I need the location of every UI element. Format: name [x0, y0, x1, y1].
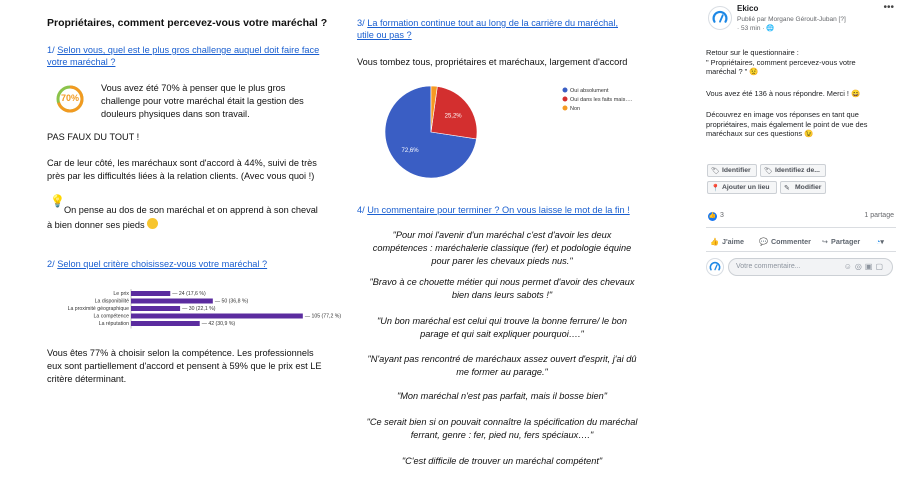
legend-label: Oui dans les faits mais…. — [570, 97, 633, 103]
training-pie-chart — [379, 82, 659, 182]
ekico-logo-icon — [709, 7, 731, 29]
pie-slice-label: 25,2% — [444, 113, 462, 120]
share-count[interactable]: 1 partage — [864, 212, 894, 219]
bar-value-label: — 24 (17,6 %) — [172, 291, 206, 297]
comment-button[interactable]: 💬 Commenter — [759, 237, 811, 246]
bar-value-label: — 30 (22,1 %) — [182, 306, 216, 312]
chevron-down-icon: ▾ — [880, 237, 884, 246]
comment-tools[interactable] — [844, 262, 886, 271]
tag-icon: 🏷 — [764, 168, 773, 175]
ekico-logo-icon: ◔ — [876, 237, 881, 246]
page-avatar[interactable] — [708, 6, 732, 30]
legend-marker — [563, 106, 568, 111]
bar-category-label: La proximité géographique — [67, 306, 129, 312]
bar — [131, 299, 213, 304]
bar — [131, 314, 303, 319]
quote-7: "C'est difficile de trouver un maréchal compétent" — [401, 456, 603, 466]
bar-value-label: — 42 (30,9 %) — [201, 321, 236, 327]
divider — [706, 251, 896, 252]
like-reaction-icon[interactable]: 👍 — [708, 213, 717, 219]
paragraph-competence: Vous êtes 77% à choisir selon la compétence. Les professionnels eux sont partiellement d'accord et pensent à 59% que le prix est LE critère déterminant. — [47, 348, 322, 384]
post-menu-icon[interactable]: ••• — [883, 2, 894, 13]
document-title: Propriétaires, comment percevez-vous votre maréchal ? — [47, 17, 328, 29]
post-text-thanks: Vous avez été 136 à nous répondre. Merci ! 😄 — [706, 89, 861, 98]
location-pin-icon: 📍 — [711, 185, 720, 192]
page-name[interactable]: Ekico — [737, 4, 759, 13]
legend-label: Oui absolument — [570, 88, 609, 94]
question-4-link[interactable]: 4/ Un commentaire pour terminer ? On vous laisse le mot de la fin ! — [357, 205, 630, 215]
comment-icon: 💬 — [759, 237, 768, 246]
bar — [131, 291, 170, 296]
ekico-logo-icon — [707, 259, 723, 275]
paragraph-pieds: à bien donner ses pieds — [47, 218, 167, 232]
question-3-link[interactable]: 3/ La formation continue tout au long de la carrière du maréchal, utile ou pas ? — [357, 18, 618, 40]
comment-placeholder: Votre commentaire... — [736, 263, 801, 270]
quote-4: "N'ayant pas rencontré de maréchaux assez ouvert d'esprit, j'ai dû me former au parage." — [367, 354, 637, 377]
smiley-icon — [147, 218, 158, 229]
bar-value-label: — 50 (36,8 %) — [214, 298, 249, 305]
quote-5: "Mon maréchal n'est pas parfait, mais il bosse bien" — [397, 391, 607, 401]
share-button[interactable]: ↪ Partager — [822, 237, 861, 246]
facebook-post-panel — [700, 0, 900, 491]
like-button[interactable]: 👍 J'aime — [710, 237, 745, 246]
divider — [706, 227, 896, 228]
question-2-link[interactable]: 2/ Selon quel critère choisissez-vous votre maréchal ? — [47, 259, 268, 269]
lightbulb-icon: 💡 — [50, 194, 65, 208]
quote-6: "Ce serait bien si on pouvait connaître la spécification du maréchal ferrant, genre : fer, pied nu, fers spéciaux…." — [366, 417, 638, 440]
tag-icon: 🏷 — [711, 168, 720, 175]
share-arrow-icon: ↪ — [822, 237, 829, 246]
quote-2: "Bravo à ce chouette métier qui nous permet d'avoir des chevaux bien dans leurs sabots !" — [369, 277, 635, 300]
thumbs-up-icon: 👍 — [710, 237, 719, 246]
post-text-discover: Découvrez en image vos réponses en tant que propriétaires, mais également le point de vue des maréchaux sur ces questions 😉 — [706, 110, 868, 138]
post-text-intro: Retour sur le questionnaire : " Propriétaires, comment percevez-vous votre maréchal ? " 😟 — [706, 48, 856, 76]
commenter-avatar — [706, 258, 724, 276]
bar — [131, 321, 200, 326]
tag-people-button[interactable]: 🏷 Identifier — [707, 164, 757, 177]
legend-label: Non — [570, 106, 581, 112]
quote-3: "Un bon maréchal est celui qui trouve la bonne ferrure/ le bon parage et qui sait expliquer pourquoi…." — [377, 316, 627, 339]
gif-icon[interactable]: ▣ — [864, 262, 876, 271]
paragraph-dos: On pense au dos de son maréchal et on apprend à son cheval — [64, 205, 318, 215]
bar-value-label: — 105 (77,2 %) — [304, 313, 342, 320]
emoji-icon[interactable]: ☺ — [843, 262, 855, 271]
bar-category-label: La réputation — [98, 321, 129, 327]
question-1-link[interactable]: 1/ Selon vous, quel est le plus gros challenge auquel doit faire face votre maréchal ? — [47, 45, 320, 67]
bar-category-label: La compétence — [93, 313, 129, 320]
percentage-value: 70% — [60, 93, 79, 103]
camera-icon[interactable]: ◎ — [854, 262, 865, 271]
bar-category-label: La disponibilité — [94, 298, 129, 305]
paragraph-pas-faux: PAS FAUX DU TOUT ! — [47, 132, 140, 142]
post-as-selector[interactable] — [876, 237, 884, 246]
legend-marker — [563, 88, 568, 93]
pie-slice-label: 72,6% — [401, 147, 419, 154]
sticker-icon[interactable]: ▢ — [875, 262, 886, 271]
quote-1: "Pour moi l'avenir d'un maréchal c'est d'avoir les deux compétences : maréchalerie classique (fer) et podologie équine pour parer les chevaux pieds nus." — [372, 230, 632, 266]
tag-products-button[interactable]: 🏷 Identifiez de... — [760, 164, 826, 177]
criteria-bar-chart — [47, 289, 347, 334]
edit-button[interactable]: ✎ Modifier — [780, 181, 826, 194]
pencil-icon: ✎ — [784, 185, 790, 192]
bar — [131, 306, 180, 311]
reaction-count[interactable]: 3 — [720, 212, 724, 219]
post-meta: Publié par Morgane Géroult-Juban [?] · 53 min · 🌐 — [737, 16, 846, 32]
add-location-button[interactable]: 📍 Ajouter un lieu — [707, 181, 777, 194]
bar-category-label: Le prix — [113, 291, 129, 297]
paragraph-agreement: Vous tombez tous, propriétaires et maréchaux, largement d'accord — [357, 57, 628, 67]
legend-marker — [563, 97, 568, 102]
comment-input[interactable] — [728, 258, 893, 276]
paragraph-challenge: Vous avez été 70% à penser que le plus gros challenge pour votre maréchal était la gestion des douleurs physiques dans son travail. — [101, 83, 304, 119]
paragraph-marechaux-agree: Car de leur côté, les maréchaux sont d'accord à 44%, suivi de très près par les difficultés liées à la relation clients. (Avec vous quoi !) — [47, 158, 317, 181]
